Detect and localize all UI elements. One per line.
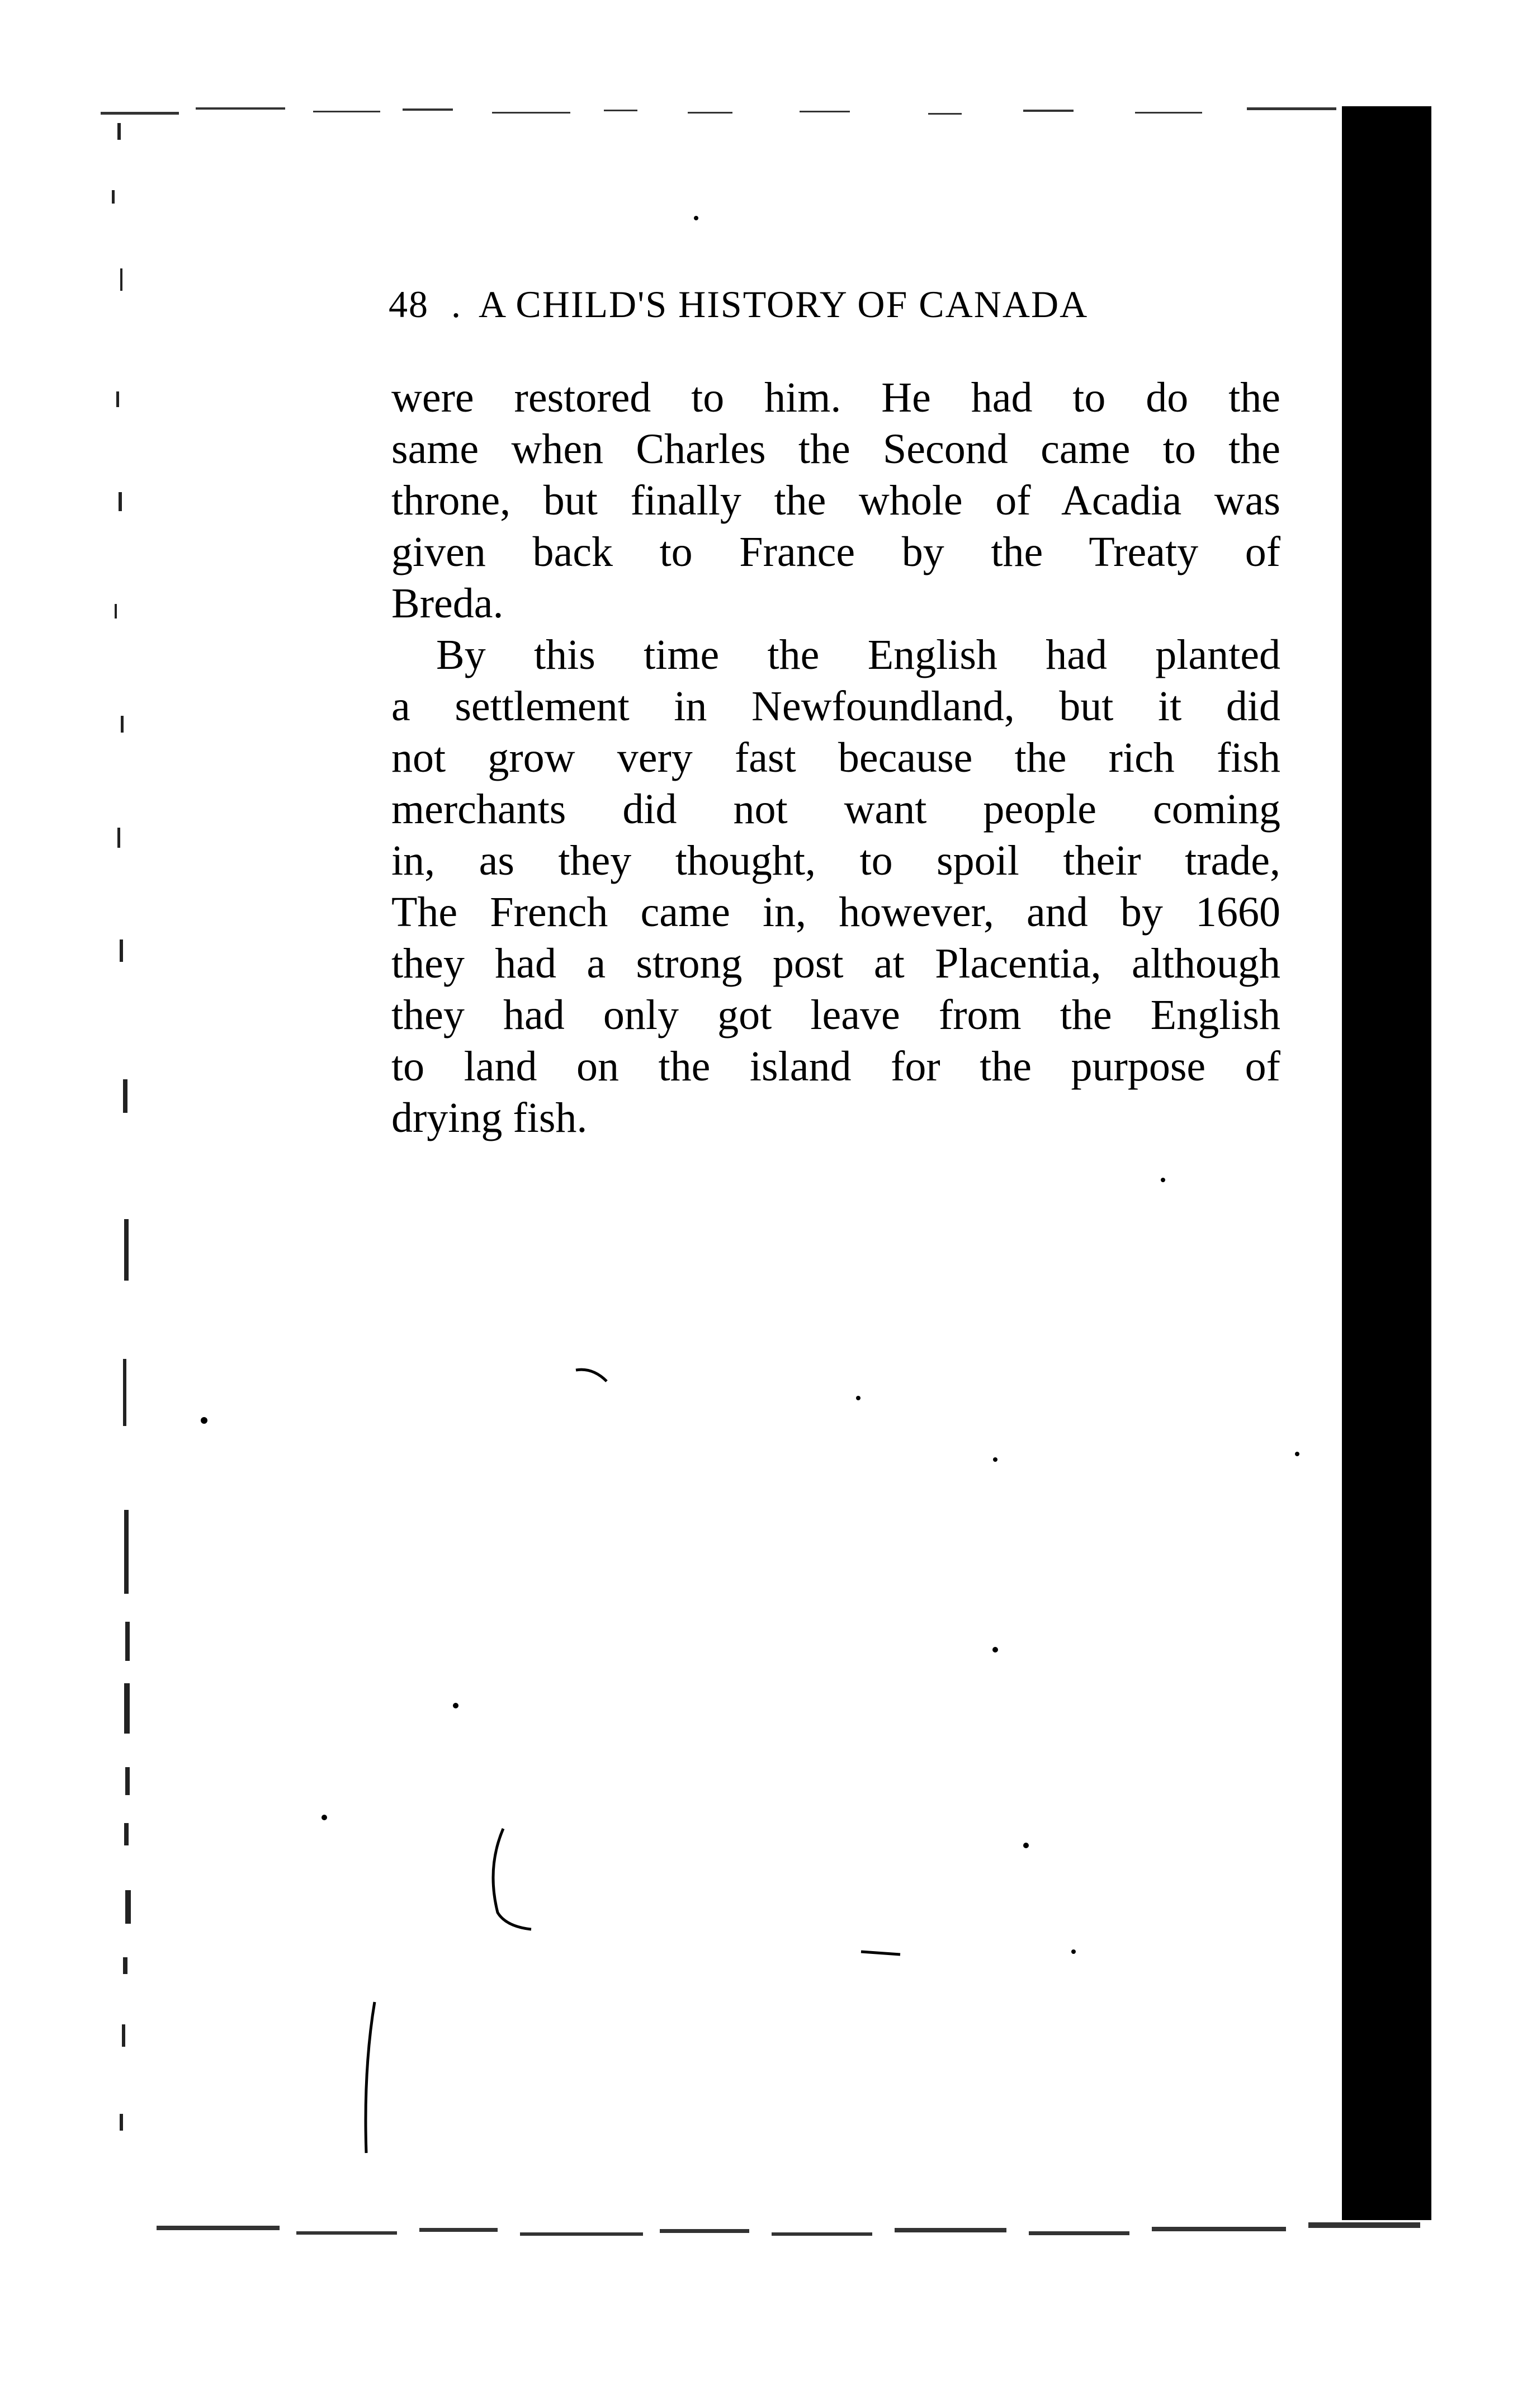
running-header xyxy=(389,282,1216,327)
text-line: same when Charles the Second came to the xyxy=(391,426,1280,473)
text-line: drying fish. xyxy=(391,1094,588,1141)
text-line: given back to France by the Treaty of xyxy=(391,528,1280,575)
text-line: The French came in, however, and by 1660 xyxy=(391,889,1280,936)
page-top-edge-noise xyxy=(101,95,1387,134)
header-dot: . xyxy=(451,283,462,325)
page-body xyxy=(391,372,1280,1144)
text-line: they had a strong post at Placentia, although xyxy=(391,940,1280,987)
text-line: in, as they thought, to spoil their trade, xyxy=(391,837,1280,884)
text-line: throne, but finally the whole of Acadia was xyxy=(391,477,1280,524)
text-line: By this time the English had planted xyxy=(436,631,1280,678)
text-line: merchants did not want people coming xyxy=(391,786,1280,833)
text-line: they had only got leave from the English xyxy=(391,991,1280,1038)
page-left-edge-noise xyxy=(95,101,145,2226)
text-line: were restored to him. He had to do the xyxy=(391,374,1280,421)
page-bottom-edge-noise xyxy=(157,2192,1487,2265)
book-spine-shadow xyxy=(1342,106,1431,2220)
book-title: A CHILD'S HISTORY OF CANADA xyxy=(479,283,1089,325)
text-line: a settlement in Newfoundland, but it did xyxy=(391,683,1280,730)
text-line: Breda. xyxy=(391,580,504,627)
text-line: not grow very fast because the rich fish xyxy=(391,734,1280,781)
text-line: to land on the island for the purpose of xyxy=(391,1043,1280,1090)
page-number: 48 xyxy=(389,283,429,325)
